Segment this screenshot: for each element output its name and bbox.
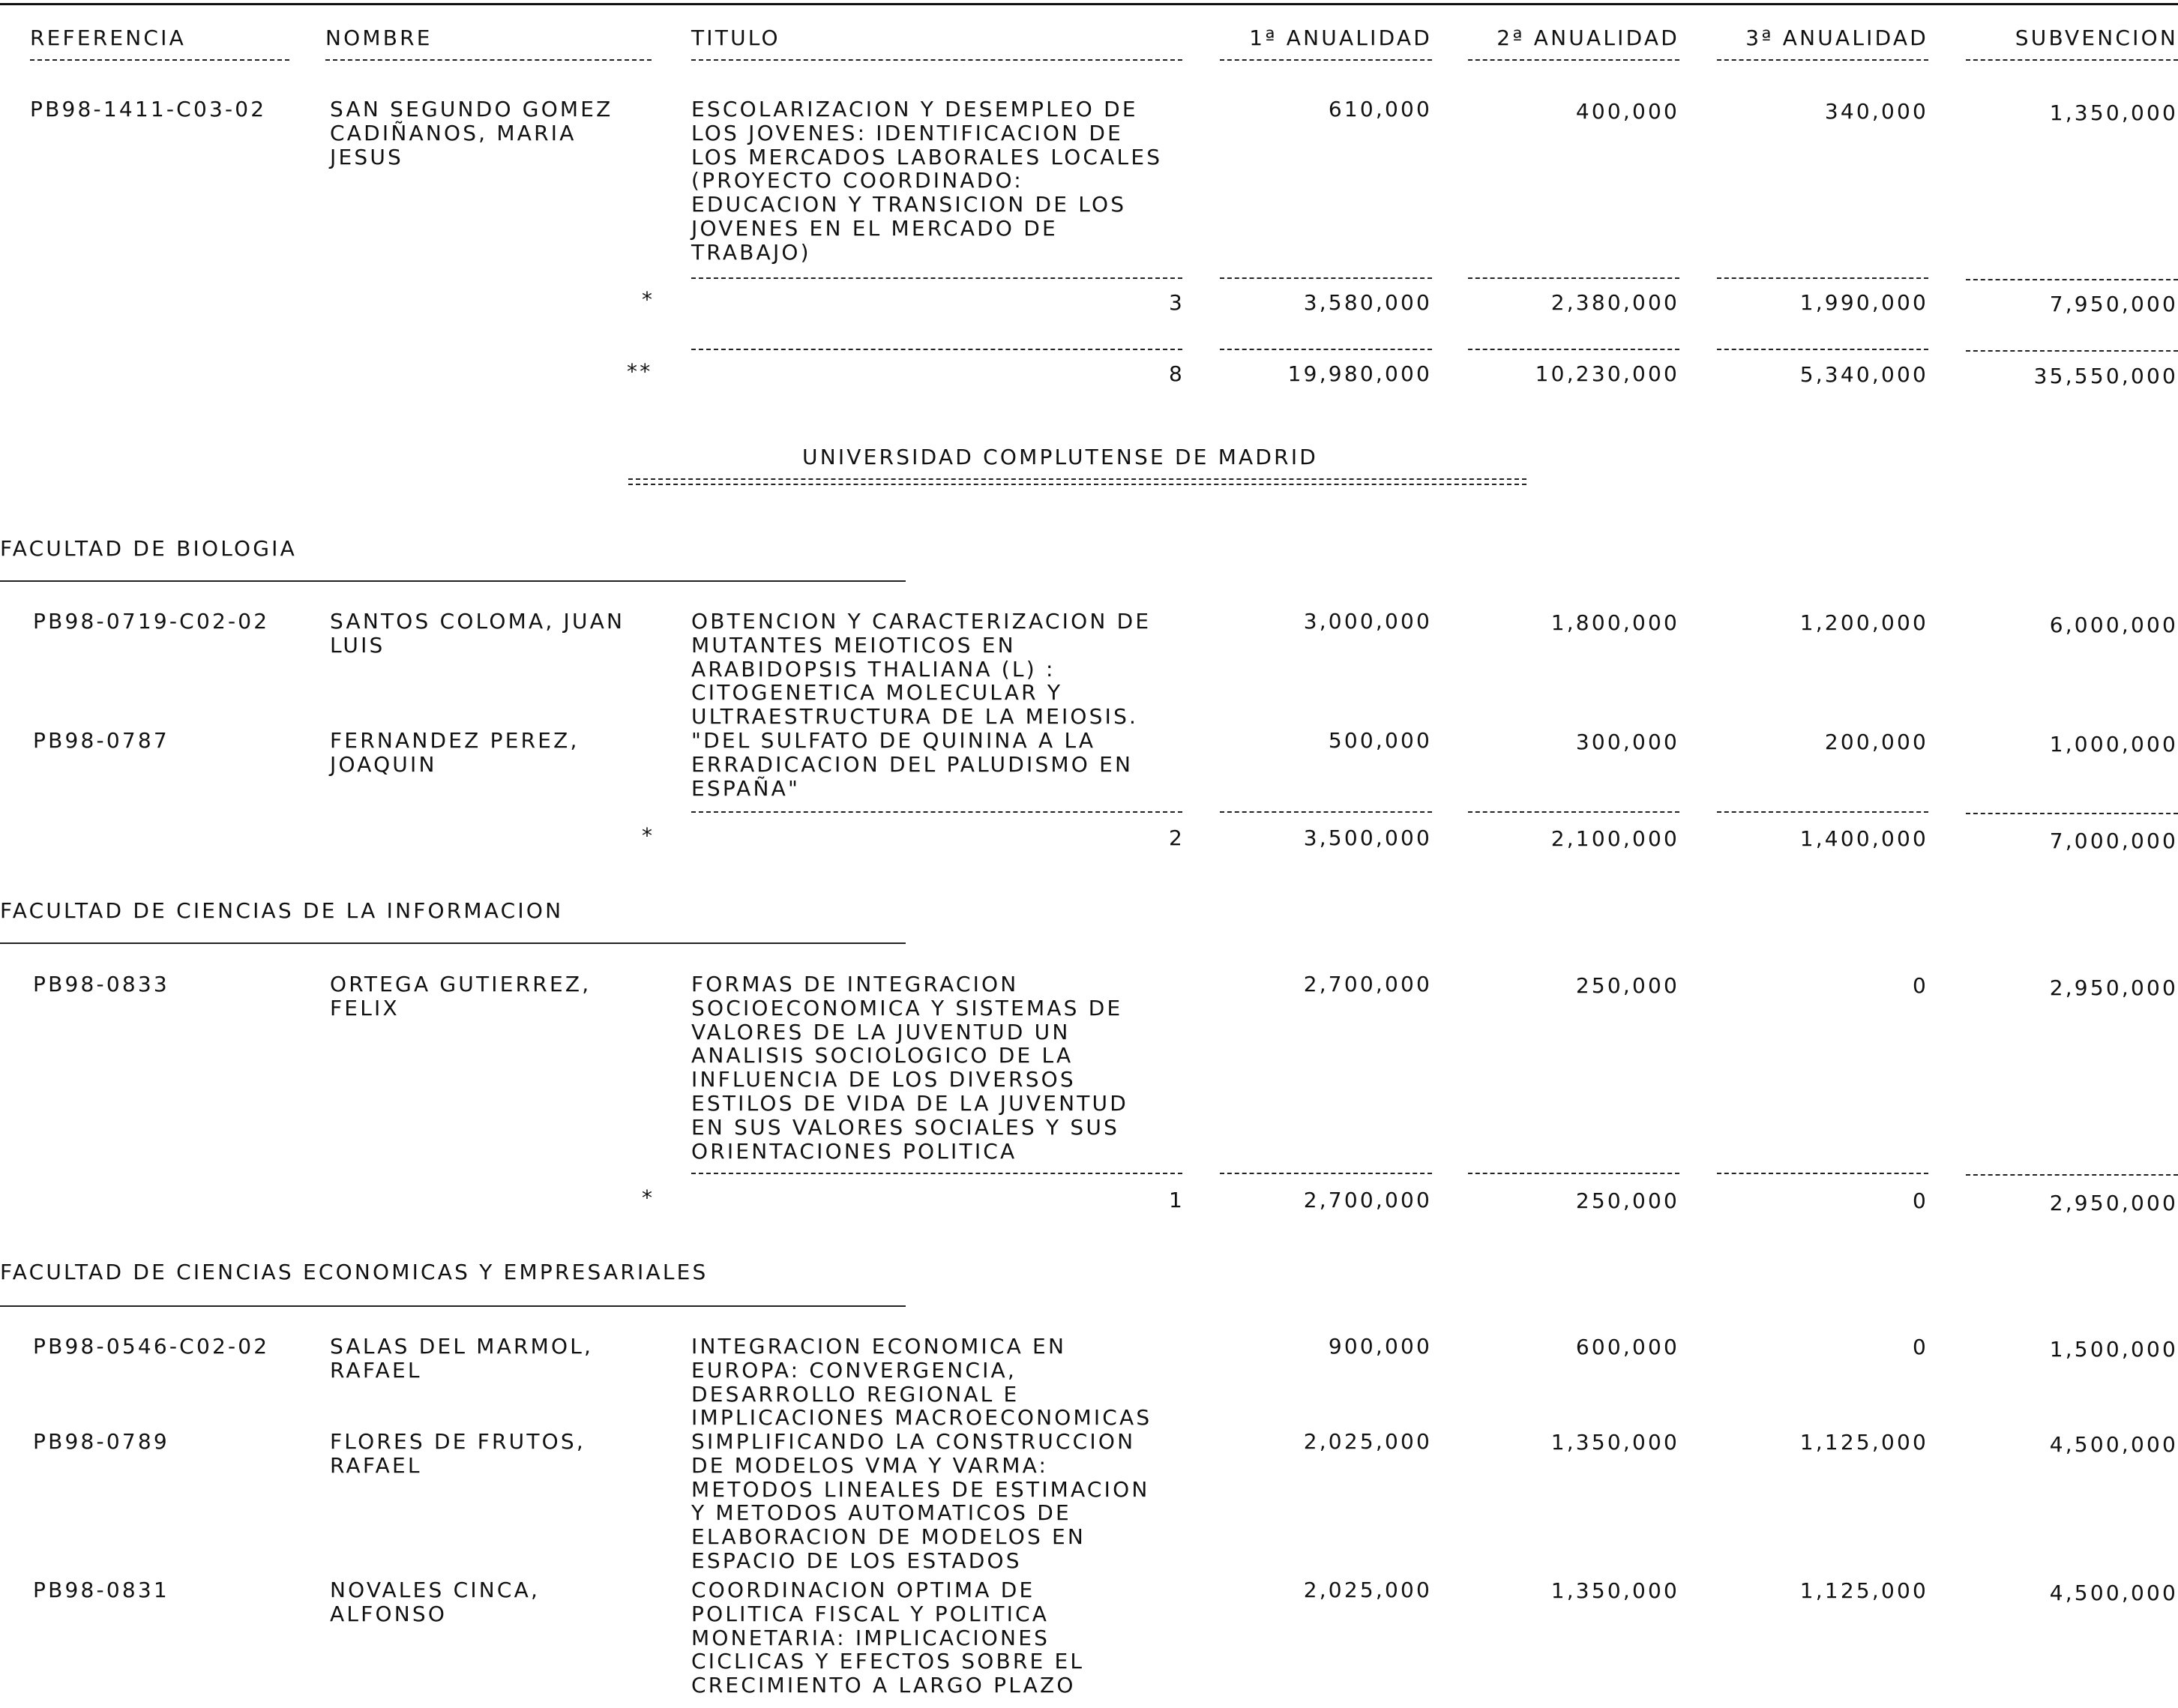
row-referencia: PB98-0789	[33, 1429, 169, 1454]
faculty-underline	[0, 942, 906, 944]
row-titulo: OBTENCION Y CARACTERIZACION DE MUTANTES MEIOTICOS EN ARABIDOPSIS THALIANA (L) : CITOGENETICA MOLECULAR Y ULTRAESTRUCTURA DE LA MEIOSIS.	[691, 609, 1152, 730]
university-double-rule	[628, 478, 1526, 485]
row-anualidad-2: 300,000	[1575, 730, 1679, 754]
total-anualidad-1: 19,980,000	[1287, 361, 1432, 386]
faculty-heading: FACULTAD DE CIENCIAS ECONOMICAS Y EMPRESARIALES	[0, 1260, 709, 1284]
header-underline-y3	[1717, 59, 1928, 61]
total-anualidad-2: 10,230,000	[1535, 361, 1679, 386]
subtotal-anualidad-1: 3,580,000	[1303, 290, 1432, 315]
subtotal-rule-sub	[1966, 279, 2178, 280]
header-anualidad-1: 1ª ANUALIDAD	[1249, 25, 1432, 50]
subtotal-rule-y3	[1717, 277, 1928, 279]
row-nombre: FLORES DE FRUTOS, RAFAEL	[330, 1429, 586, 1478]
header-anualidad-3: 3ª ANUALIDAD	[1745, 25, 1928, 50]
subtotal-rule-y2	[1468, 277, 1679, 279]
header-anualidad-2: 2ª ANUALIDAD	[1496, 25, 1679, 50]
header-titulo: TITULO	[691, 25, 780, 50]
subtotal-rule-sub	[1966, 1174, 2178, 1176]
subtotal-rule-y3	[1717, 811, 1928, 813]
row-anualidad-2: 1,350,000	[1550, 1578, 1679, 1603]
row-nombre: SANTOS COLOMA, JUAN LUIS	[330, 609, 625, 658]
row-anualidad-2: 1,350,000	[1550, 1430, 1679, 1455]
header-underline-y2	[1468, 59, 1679, 61]
subtotal-anualidad-1: 3,500,000	[1303, 826, 1432, 850]
row-anualidad-1: 3,000,000	[1303, 609, 1432, 634]
row-anualidad-3: 1,125,000	[1799, 1578, 1928, 1603]
subtotal-rule-y1	[1220, 277, 1432, 279]
row-subvencion: 1,500,000	[2049, 1337, 2178, 1362]
subtotal-rule-y2	[1468, 811, 1679, 813]
subtotal-anualidad-3: 1,990,000	[1799, 290, 1928, 315]
header-underline-ref	[30, 59, 289, 61]
subtotal-rule-title	[691, 811, 1182, 813]
subtotal-rule-y1	[1220, 1173, 1432, 1174]
subtotal-count: 2	[1168, 826, 1185, 850]
subtotal-rule-title	[691, 1173, 1182, 1174]
total-rule-y2	[1468, 349, 1679, 350]
row-referencia: PB98-0833	[33, 972, 169, 996]
page-top-rule	[0, 3, 2178, 5]
row-anualidad-3: 0	[1912, 973, 1928, 998]
row-subvencion: 2,950,000	[2049, 975, 2178, 1000]
subtotal-anualidad-2: 2,380,000	[1550, 290, 1679, 315]
subtotal-rule-y3	[1717, 1173, 1928, 1174]
row-anualidad-1: 610,000	[1328, 97, 1432, 121]
row-anualidad-2: 400,000	[1575, 99, 1679, 124]
row-subvencion: 6,000,000	[2049, 613, 2178, 637]
row-anualidad-3: 200,000	[1824, 730, 1928, 754]
row-anualidad-3: 0	[1912, 1335, 1928, 1359]
subtotal-rule-y1	[1220, 811, 1432, 813]
row-titulo: COORDINACION OPTIMA DE POLITICA FISCAL Y POLITICA MONETARIA: IMPLICACIONES CICLICAS Y EFECTOS SOBRE EL CRECIMIENTO A LARGO PLAZO	[691, 1578, 1085, 1698]
row-referencia: PB98-1411-C03-02	[30, 97, 267, 121]
subtotal-rule-y2	[1468, 1173, 1679, 1174]
row-anualidad-3: 1,200,000	[1799, 610, 1928, 635]
row-titulo: INTEGRACION ECONOMICA EN EUROPA: CONVERGENCIA, DESARROLLO REGIONAL E IMPLICACIONES MACROECONOMICAS	[691, 1334, 1152, 1431]
row-referencia: PB98-0546-C02-02	[33, 1334, 270, 1359]
subtotal-subvencion: 7,950,000	[2049, 292, 2178, 316]
header-underline-sub	[1966, 59, 2178, 61]
faculty-heading: FACULTAD DE BIOLOGIA	[0, 536, 297, 561]
total-subvencion: 35,550,000	[2033, 364, 2178, 388]
row-anualidad-3: 340,000	[1824, 99, 1928, 124]
header-underline-y1	[1220, 59, 1432, 61]
row-subvencion: 1,000,000	[2049, 732, 2178, 757]
subtotal-count: 1	[1168, 1188, 1185, 1212]
row-anualidad-2: 600,000	[1575, 1335, 1679, 1359]
row-anualidad-1: 2,025,000	[1303, 1578, 1432, 1602]
subtotal-anualidad-1: 2,700,000	[1303, 1188, 1432, 1212]
total-anualidad-3: 5,340,000	[1799, 362, 1928, 387]
subtotal-subvencion: 2,950,000	[2049, 1191, 2178, 1215]
row-nombre: SALAS DEL MARMOL, RAFAEL	[330, 1334, 594, 1383]
row-nombre: ORTEGA GUTIERREZ, FELIX	[330, 972, 592, 1020]
subtotal-subvencion: 7,000,000	[2049, 829, 2178, 853]
subtotal-anualidad-3: 1,400,000	[1799, 826, 1928, 851]
subtotal-mark: *	[642, 823, 655, 848]
row-subvencion: 1,350,000	[2049, 100, 2178, 125]
subtotal-mark: *	[642, 287, 655, 312]
row-subvencion: 4,500,000	[2049, 1581, 2178, 1605]
row-anualidad-1: 2,025,000	[1303, 1429, 1432, 1454]
total-rule-sub	[1966, 350, 2178, 352]
row-titulo: "DEL SULFATO DE QUININA A LA ERRADICACION DEL PALUDISMO EN ESPAÑA"	[691, 728, 1134, 801]
header-referencia: REFERENCIA	[30, 25, 186, 50]
row-anualidad-2: 250,000	[1575, 973, 1679, 998]
subtotal-rule-title	[691, 277, 1182, 279]
total-count: 8	[1168, 361, 1185, 386]
row-anualidad-2: 1,800,000	[1550, 610, 1679, 635]
row-anualidad-3: 1,125,000	[1799, 1430, 1928, 1455]
row-nombre: NOVALES CINCA, ALFONSO	[330, 1578, 541, 1626]
subtotal-count: 3	[1168, 290, 1185, 315]
faculty-heading: FACULTAD DE CIENCIAS DE LA INFORMACION	[0, 898, 564, 923]
row-titulo: SIMPLIFICANDO LA CONSTRUCCION DE MODELOS VMA Y VARMA: METODOS LINEALES DE ESTIMACION Y METODOS AUTOMATICOS DE ELABORACION DE MODELOS EN ESPACIO DE LOS ESTADOS	[691, 1429, 1150, 1573]
subtotal-rule-sub	[1966, 813, 2178, 814]
subtotal-anualidad-3: 0	[1912, 1188, 1928, 1213]
header-subvencion: SUBVENCION	[2015, 25, 2178, 50]
row-anualidad-1: 500,000	[1328, 728, 1432, 753]
row-anualidad-1: 2,700,000	[1303, 972, 1432, 996]
faculty-underline	[0, 1305, 906, 1307]
row-nombre: FERNANDEZ PEREZ, JOAQUIN	[330, 728, 580, 777]
header-nombre: NOMBRE	[325, 25, 433, 50]
total-rule-y3	[1717, 349, 1928, 350]
row-titulo: ESCOLARIZACION Y DESEMPLEO DE LOS JOVENES: IDENTIFICACION DE LOS MERCADOS LABORALES LOCALES (PROYECTO COORDINADO: EDUCACION Y TRANSICION DE LOS JOVENES EN EL MERCADO DE TRABAJO)	[691, 97, 1163, 265]
row-anualidad-1: 900,000	[1328, 1334, 1432, 1359]
total-mark: **	[627, 359, 653, 384]
row-subvencion: 4,500,000	[2049, 1432, 2178, 1457]
row-referencia: PB98-0719-C02-02	[33, 609, 270, 634]
row-nombre: SAN SEGUNDO GOMEZ CADIÑANOS, MARIA JESUS	[330, 97, 613, 169]
university-heading: UNIVERSIDAD COMPLUTENSE DE MADRID	[802, 445, 1319, 469]
row-referencia: PB98-0831	[33, 1578, 169, 1602]
row-referencia: PB98-0787	[33, 728, 169, 753]
header-underline-name	[325, 59, 652, 61]
subtotal-anualidad-2: 250,000	[1575, 1188, 1679, 1213]
total-rule-title	[691, 349, 1182, 350]
subtotal-mark: *	[642, 1185, 655, 1210]
total-rule-y1	[1220, 349, 1432, 350]
subtotal-anualidad-2: 2,100,000	[1550, 826, 1679, 851]
header-underline-title	[691, 59, 1182, 61]
faculty-underline	[0, 580, 906, 582]
row-titulo: FORMAS DE INTEGRACION SOCIOECONOMICA Y SISTEMAS DE VALORES DE LA JUVENTUD UN ANALISIS SOCIOLOGICO DE LA INFLUENCIA DE LOS DIVERSOS ESTILOS DE VIDA DE LA JUVENTUD EN SUS VALORES SOCIALES Y SUS ORIENTACIONES POLITICA	[691, 972, 1128, 1164]
